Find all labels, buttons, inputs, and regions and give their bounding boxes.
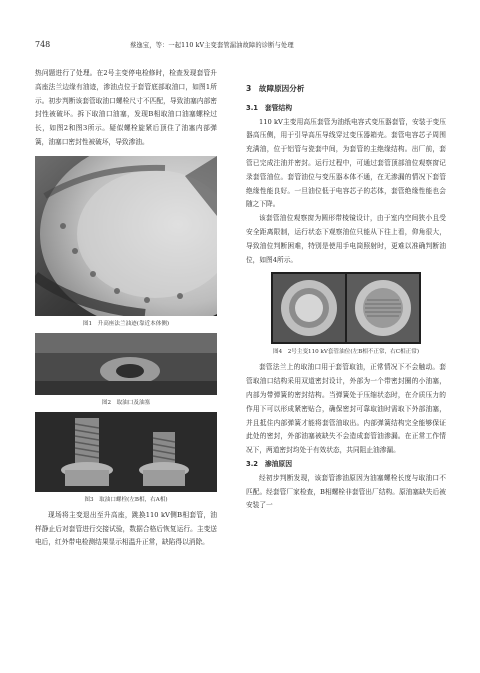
right-column: [246, 67, 446, 513]
figure-2-photo: [35, 333, 217, 395]
subsection-heading-structure: 3.1 套管结构: [246, 103, 293, 112]
intro-paragraph: 热问题进行了处理。在2号主变停电检修时，检查发现套管升高座法兰边缘有油迹，渗油点位于套管底部取油口，如图1所示。初步判断该套管取油口螺栓尺寸不匹配，导致油塞内部密封性被破坏。拆下取油口油塞，发现B相取油口油塞螺栓过长，如图2和图3所示。疑似螺栓旋紧后顶住了油塞内部弹簧，油塞口密封性被破坏，导致渗油。: [35, 69, 217, 146]
oil-outlet-photo: [35, 333, 217, 395]
structure-paragraph-1: 110 kV主变用高压套管为油纸电容式变压器套管，安装于变压器高压侧，用于引导高压导线穿过变压器箱壳。套管电容芯子周围充满油，位于铝管与瓷套中间，为套管的主绝缘结构。出厂前，套管已完成注油并密封。运行过程中，可通过套管顶部油位观察窗记录套管油位。套管油位与变压器本体不通，在无渗漏的情况下套管绝缘性能良好。一旦油位低于电容芯子的芯体，套管绝缘性能也会随之下降。: [246, 117, 446, 209]
closing-paragraph: 现场将主变退出至升高座，跳换110 kV侧B相套管，油样静止后对套管进行交接试验，数据合格后恢复运行。主变送电后，红外带电检测结果显示相温升正常，缺陷得以消除。: [35, 510, 217, 547]
bolts-photo: [35, 412, 217, 492]
oil-window-left: [273, 274, 345, 342]
section-heading: 3 故障原因分析: [246, 84, 305, 93]
figure-4-photo: [271, 272, 421, 344]
page-header: [35, 40, 445, 52]
figure-4-caption: 图4 2号主变110 kV套管油位(左B相不正常，右C相正常): [272, 349, 420, 356]
running-title: 蔡逸宝，等：一起110 kV主变套管漏油故障的诊断与处理: [130, 42, 294, 49]
oil-window-right: [347, 274, 419, 342]
figure-1-photo: [35, 156, 217, 316]
figure-1-caption: 图1 升高座法兰油迹(靠近本体侧): [82, 320, 170, 327]
cause-paragraph-1: 经初步判断发现，该套管渗油原因为油塞螺栓长度与取油口不匹配。经套管厂家检查，B相螺栓非套管出厂结构。原油塞缺失后被安装了一: [246, 473, 446, 510]
figure-3-photo: [35, 412, 217, 492]
flange-photo: [35, 156, 217, 316]
figure-2-caption: 图2 取油口及油塞: [101, 399, 151, 406]
left-column: [35, 67, 217, 550]
structure-paragraph-2: 该套管油位观察窗为圆形带棱镜设计，由于室内空间狭小且受安全距离限制，运行状态下观察油位只能从下往上看，仰角很大，导致油位判断困难，特别是使用手电筒照射时，更难以准确判断油位，如图4所示。: [246, 214, 446, 264]
oil-level-window-photo: [271, 272, 421, 344]
subsection-heading-cause: 3.2 渗油原因: [246, 459, 293, 468]
structure-paragraph-3: 套管法兰上的取油口用于套管取油，正常情况下不会触动。套管取油口结构采用双道密封设计，外部为一个带密封圈的小油塞，内部为带弹簧的密封结构。当弹簧处于压缩状态时，在介质压力的作用下可以形成紧密贴合，确保密封可靠取油时需取下外部油塞，并且抵住内部弹簧才能将套管油取出。内部弹簧结构完全能够保证此处的密封，外部油塞被缺失不会造成套管油渗漏。在正常工作情况下，两道密封均处于有效状态，共同阻止油渗漏。: [246, 363, 446, 455]
figure-3-caption: 图3 取油口螺栓(左B相，右A相): [84, 496, 168, 503]
page-number: 748: [35, 40, 51, 49]
